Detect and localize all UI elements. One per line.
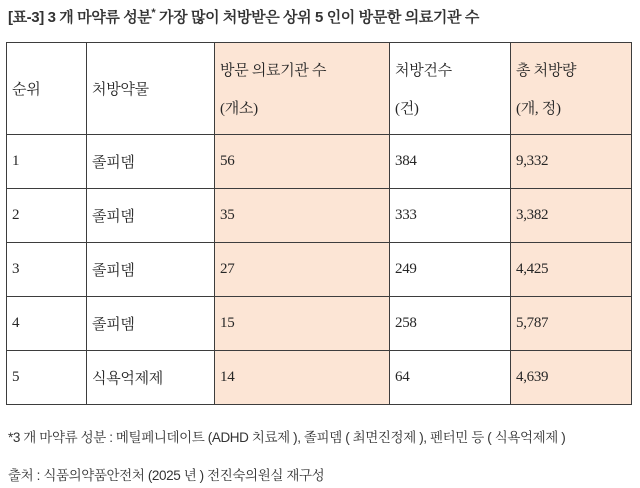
cell-cases: 258: [390, 296, 511, 350]
cell-total: 4,639: [511, 350, 632, 404]
cell-drug: 식욕억제제: [87, 350, 215, 404]
cell-drug: 졸피뎀: [87, 296, 215, 350]
cell-rank: 3: [7, 242, 87, 296]
table-row: [7, 242, 632, 296]
cell-clinics: 27: [215, 242, 390, 296]
column-header-label: 처방건수: [395, 62, 452, 79]
column-header-rank: [7, 42, 87, 134]
footnote-source: 출처 : 식품의약품안전처 (2025 년 ) 전진숙의원실 재구성: [8, 467, 325, 483]
column-header-cases: [390, 42, 511, 134]
table-header: [7, 42, 632, 134]
table-body: [7, 134, 632, 404]
cell-drug: 졸피뎀: [87, 188, 215, 242]
cell-total: 4,425: [511, 242, 632, 296]
cell-clinics: 35: [215, 188, 390, 242]
column-header-total: [511, 42, 632, 134]
cell-rank: 1: [7, 134, 87, 188]
table-row: [7, 188, 632, 242]
header-row: [7, 42, 632, 134]
cell-cases: 333: [390, 188, 511, 242]
table-caption-prefix: [표-3] 3 개 마약류 성분: [8, 9, 152, 26]
cell-drug: 졸피뎀: [87, 134, 215, 188]
cell-total: 9,332: [511, 134, 632, 188]
cell-rank: 4: [7, 296, 87, 350]
table-row: [7, 134, 632, 188]
cell-rank: 2: [7, 188, 87, 242]
footnote-components: *3 개 마약류 성분 : 메틸페니데이트 (ADHD 치료제 ), 졸피뎀 ( 최면진정제 ), 펜터민 등 ( 식욕억제제 ): [8, 429, 566, 445]
column-header-clinics: [215, 42, 390, 134]
column-header-unit: (개, 정): [516, 100, 561, 117]
column-header-label: 방문 의료기관 수: [220, 62, 327, 79]
cell-clinics: 15: [215, 296, 390, 350]
table-row: [7, 350, 632, 404]
cell-cases: 249: [390, 242, 511, 296]
column-header-label: 처방약물: [92, 81, 149, 98]
column-header-unit: (개소): [220, 100, 258, 117]
column-header-label: 총 처방량: [516, 62, 577, 79]
column-header-drug: [87, 42, 215, 134]
column-header-unit: (건): [395, 100, 419, 117]
cell-drug: 졸피뎀: [87, 242, 215, 296]
cell-clinics: 56: [215, 134, 390, 188]
prescription-table: [6, 42, 632, 405]
table-caption-suffix: 가장 많이 처방받은 상위 5 인이 방문한 의료기관 수: [155, 9, 479, 26]
cell-cases: 384: [390, 134, 511, 188]
cell-total: 3,382: [511, 188, 632, 242]
cell-cases: 64: [390, 350, 511, 404]
cell-total: 5,787: [511, 296, 632, 350]
table-caption: [6, 8, 634, 28]
column-header-label: 순위: [12, 81, 41, 98]
cell-clinics: 14: [215, 350, 390, 404]
table-row: [7, 296, 632, 350]
footnote-marker: *: [151, 7, 156, 19]
cell-rank: 5: [7, 350, 87, 404]
